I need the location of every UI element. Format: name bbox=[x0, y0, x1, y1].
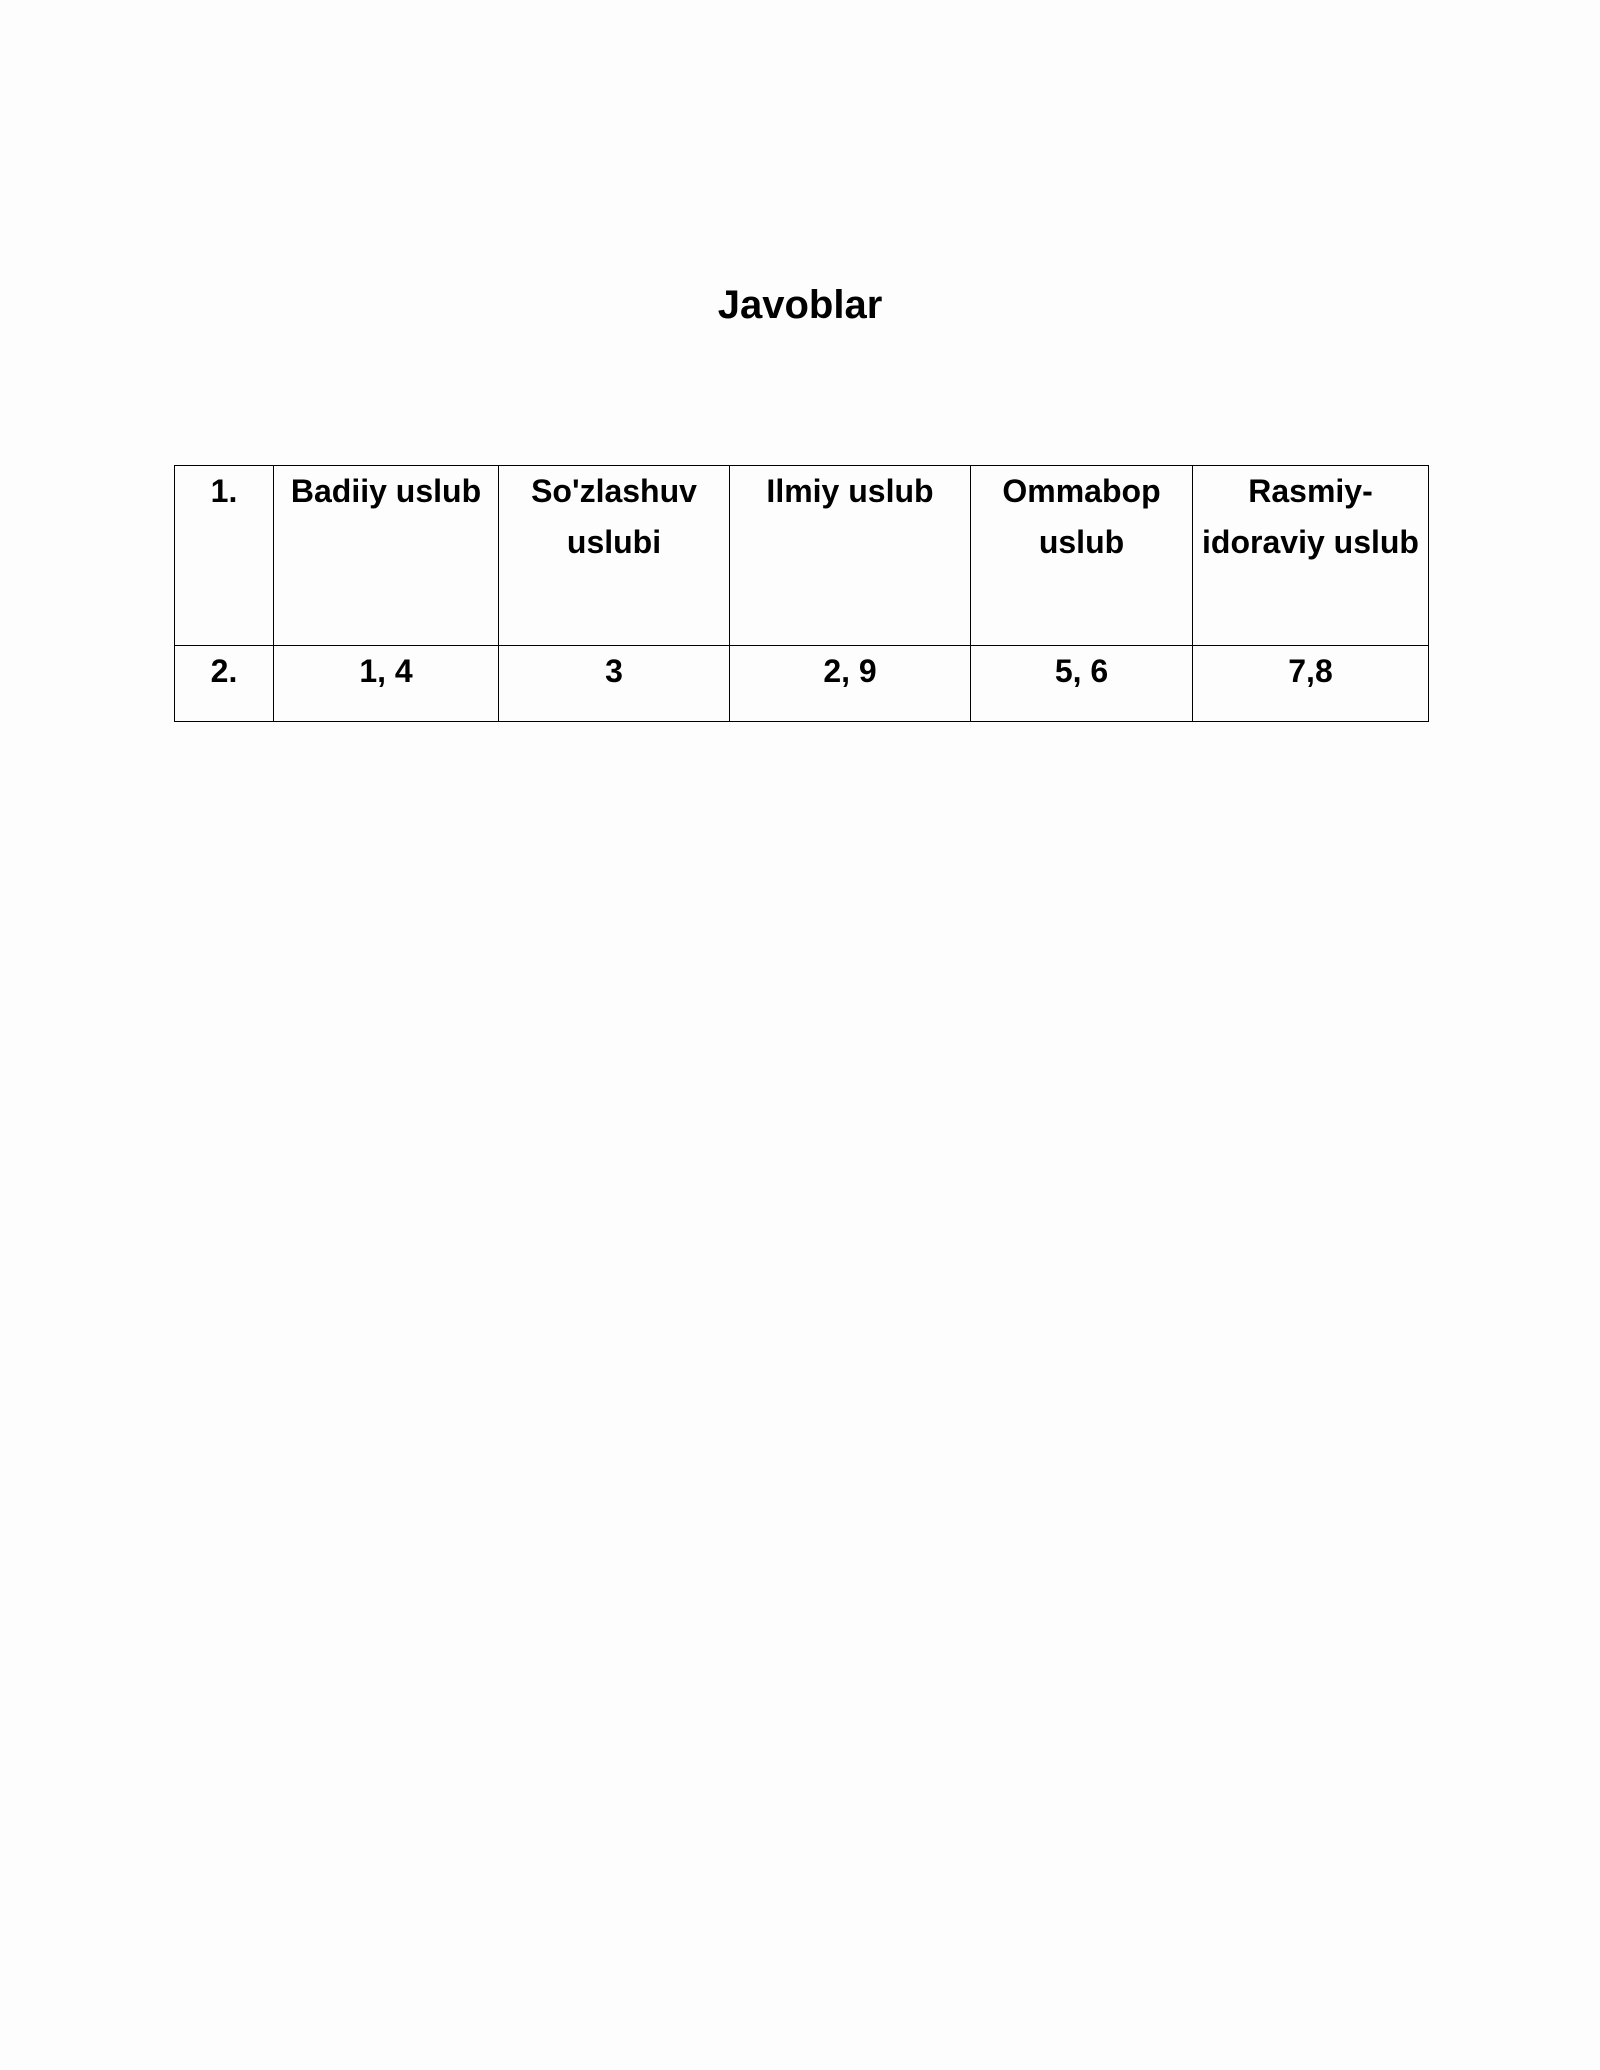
answer-cell: 1, 4 bbox=[274, 646, 499, 722]
answer-cell: 2, 9 bbox=[730, 646, 971, 722]
answer-cell: 5, 6 bbox=[971, 646, 1193, 722]
style-name-cell: Badiiy uslub bbox=[274, 466, 499, 646]
style-name-cell: Ommabop uslub bbox=[971, 466, 1193, 646]
row-number-cell: 2. bbox=[175, 646, 274, 722]
answers-table bbox=[174, 465, 1429, 722]
style-name-cell: Ilmiy uslub bbox=[730, 466, 971, 646]
table-row bbox=[175, 466, 1429, 646]
answer-cell: 7,8 bbox=[1193, 646, 1429, 722]
page-title: Javoblar bbox=[717, 283, 883, 327]
row-number-cell: 1. bbox=[175, 466, 274, 646]
style-name-cell: Rasmiy-idoraviy uslub bbox=[1193, 466, 1429, 646]
style-name-cell: So'zlashuv uslubi bbox=[499, 466, 730, 646]
answer-cell: 3 bbox=[499, 646, 730, 722]
table-row bbox=[175, 646, 1429, 722]
